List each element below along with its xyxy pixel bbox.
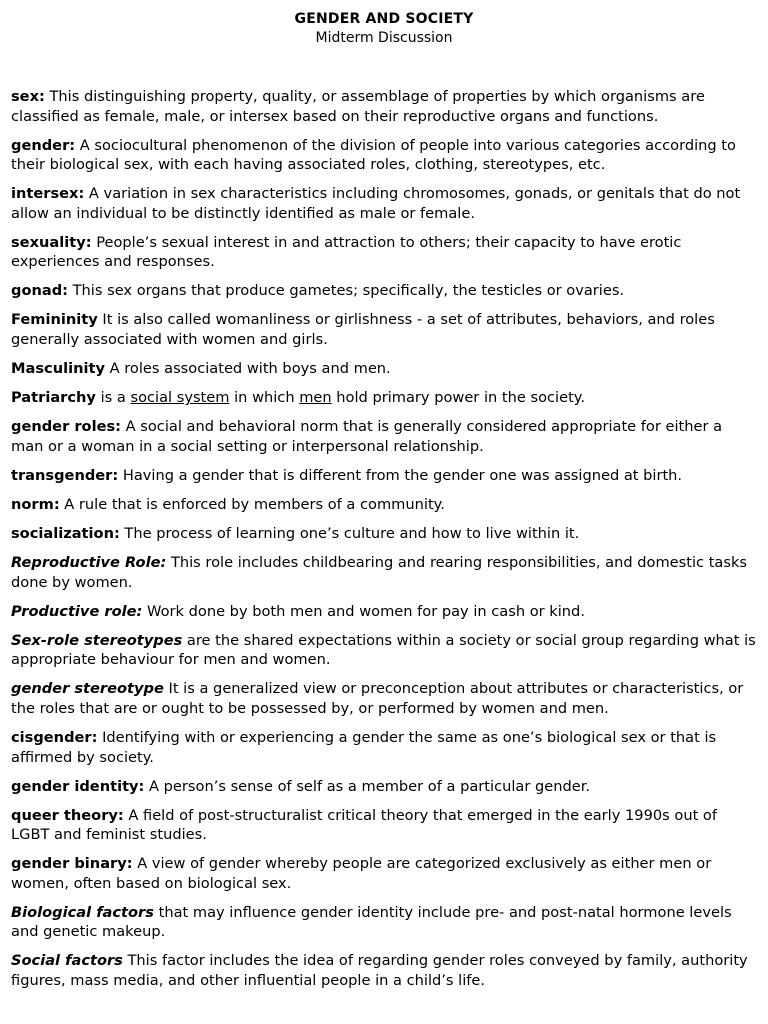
definition-text: It is also called womanliness or girlishness - a set of attributes, behaviors, and roles generally associated with women and girls. (11, 311, 715, 348)
men-link[interactable]: men (299, 389, 332, 407)
definition-patriarchy (11, 388, 759, 408)
definition-socialization (11, 524, 759, 544)
term: Sex-role stereotypes (11, 631, 183, 649)
definition-femininity (11, 310, 759, 349)
term: gender: (11, 136, 76, 154)
definition-text: Identifying with or experiencing a gender the same as one’s biological sex or that is affirmed by society. (11, 729, 717, 766)
definition-reproductive-role (11, 553, 759, 592)
term: sex: (11, 88, 45, 105)
definition-gender-identity (11, 777, 759, 797)
definition-norm (11, 495, 759, 515)
document-header (0, 0, 768, 48)
term: gonad: (11, 282, 68, 300)
definition-transgender (11, 466, 759, 486)
term: transgender: (11, 466, 119, 484)
term: sexuality: (11, 233, 92, 251)
definition-sex-role-stereotypes (11, 631, 759, 670)
term: Patriarchy (11, 389, 96, 407)
term: socialization: (11, 525, 120, 543)
term: Social factors (11, 952, 123, 970)
term: intersex: (11, 185, 85, 203)
definition-text: Having a gender that is different from the gender one was assigned at birth. (118, 466, 683, 484)
definition-social-factors (11, 951, 759, 990)
definition-gender-stereotype (11, 679, 759, 718)
term: gender identity: (11, 777, 145, 795)
term: cisgender: (11, 729, 98, 746)
term: Reproductive Role: (11, 554, 167, 572)
definition-gonad (11, 281, 759, 301)
definition-text: People’s sexual interest in and attraction to others; their capacity to have erotic experiences and responses. (11, 233, 682, 271)
definition-productive-role (11, 602, 759, 622)
term: gender stereotype (11, 680, 164, 698)
document-subtitle: Midterm Discussion (315, 30, 453, 46)
document-title: GENDER AND SOCIETY (294, 11, 474, 27)
definition-sexuality (11, 233, 759, 272)
definition-text: A sociocultural phenomenon of the division of people into various categories according to their biological sex, with each having associated roles, clothing, stereotypes, etc. (11, 136, 736, 174)
definition-text: hold primary power in the society. (331, 389, 585, 407)
definition-text: are the shared expectations within a society or social group regarding what is appropriate behaviour for men and women. (11, 631, 756, 669)
term: norm: (11, 495, 60, 513)
definition-text: in which (229, 389, 300, 407)
definition-gender-binary (11, 854, 759, 893)
definition-gender (11, 136, 759, 175)
definition-text: Work done by both men and women for pay in cash or kind. (142, 602, 585, 620)
term: Productive role: (11, 602, 143, 620)
definition-text: This role includes childbearing and rearing responsibilities, and domestic tasks done by women. (11, 554, 748, 591)
definition-text: is a (95, 389, 131, 407)
definition-text: A rule that is enforced by members of a community. (59, 495, 445, 513)
definition-text: A person’s sense of self as a member of a particular gender. (144, 777, 591, 795)
definition-gender-roles (11, 417, 759, 456)
definition-text: that may influence gender identity include pre- and post-natal hormone levels and genetic makeup. (11, 903, 732, 941)
term: gender binary: (11, 855, 133, 873)
term: Biological factors (11, 903, 154, 921)
definition-queer-theory (11, 806, 759, 845)
definition-text: A field of post-structuralist critical theory that emerged in the early 1990s out of LGBT and feminist studies. (11, 806, 717, 844)
definition-masculinity (11, 359, 759, 379)
definition-text: This distinguishing property, quality, or assemblage of properties by which organisms are classified as female, male, or intersex based on their reproductive organs and functions. (11, 88, 705, 125)
definition-text: A variation in sex characteristics including chromosomes, gonads, or genitals that do not allow an individual to be distinctly identified as male or female. (11, 185, 741, 222)
definition-text: A roles associated with boys and men. (104, 360, 391, 378)
definition-biological-factors (11, 903, 759, 942)
definitions-list (11, 87, 759, 1000)
term: Femininity (11, 311, 98, 329)
social-system-link[interactable]: social system (130, 389, 230, 407)
definition-sex (11, 87, 759, 126)
definition-text: The process of learning one’s culture and how to live within it. (119, 525, 580, 543)
definition-text: This factor includes the idea of regarding gender roles conveyed by family, authority figures, mass media, and other influential people in a child’s life. (11, 952, 748, 989)
term: Masculinity (11, 360, 105, 378)
definition-cisgender (11, 728, 759, 767)
definition-text: A view of gender whereby people are categorized exclusively as either men or women, often based on biological sex. (11, 855, 712, 892)
definition-text: It is a generalized view or preconception about attributes or characteristics, or the roles that are or ought to be possessed by, or performed by women and men. (11, 680, 744, 717)
definition-intersex (11, 184, 759, 223)
term: gender roles: (11, 418, 122, 436)
definition-text: This sex organs that produce gametes; specifically, the testicles or ovaries. (68, 282, 625, 300)
term: queer theory: (11, 806, 124, 824)
definition-text: A social and behavioral norm that is generally considered appropriate for either a man or a woman in a social setting or interpersonal relationship. (11, 418, 723, 455)
